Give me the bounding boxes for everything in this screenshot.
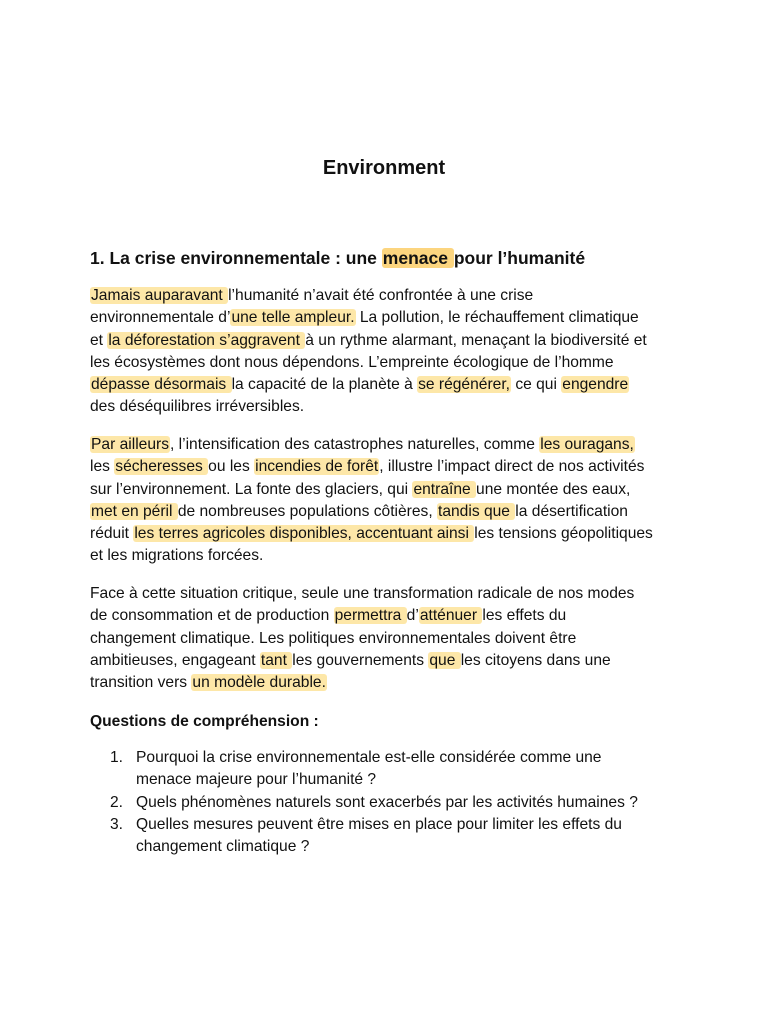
highlighted-text: permettra xyxy=(334,607,406,625)
highlighted-text: met en péril xyxy=(91,502,177,520)
question-number: 2. xyxy=(110,793,124,811)
paragraph-line xyxy=(90,479,690,501)
paragraph-line xyxy=(90,352,690,374)
question-text-line: menace majeure pour l’humanité ? xyxy=(136,771,377,789)
text-run: la capacité de la planète à xyxy=(231,376,418,394)
text-run: des déséquilibres irréversibles. xyxy=(90,398,305,416)
highlighted-text: la déforestation s’aggravent xyxy=(108,331,305,349)
text-run: changement climatique. Les politiques environnementales doivent être xyxy=(90,629,577,647)
question-item xyxy=(90,747,690,792)
section-heading-highlight: menace xyxy=(382,248,453,268)
text-run: transition vers xyxy=(90,674,192,692)
text-run: Face à cette situation critique, seule une transformation radicale de nos modes xyxy=(90,585,635,602)
paragraph-line xyxy=(90,396,690,418)
highlighted-text: atténuer xyxy=(419,607,482,625)
highlighted-text: tant xyxy=(260,651,292,669)
highlighted-text: incendies de forêt xyxy=(255,458,379,476)
paragraph-line xyxy=(90,501,690,523)
text-run: les écosystèmes dont nous dépendons. L’empreinte écologique de l’homme xyxy=(90,353,614,371)
paragraph-line xyxy=(90,456,690,478)
highlighted-text: une telle ampleur. xyxy=(231,309,355,327)
highlighted-text: engendre xyxy=(562,376,629,394)
questions-list xyxy=(90,747,690,858)
text-run: l’humanité n’avait été confrontée à une crise xyxy=(228,287,534,304)
paragraph-line xyxy=(90,583,690,605)
highlighted-text: entraîne xyxy=(413,480,476,498)
paragraph-line xyxy=(90,434,690,456)
text-run: ou les xyxy=(208,458,255,476)
question-text-line: Quelles mesures peuvent être mises en place pour limiter les effets du xyxy=(136,815,622,833)
highlighted-text: les terres agricoles disponibles, accentuant ainsi xyxy=(134,525,474,543)
paragraph-line xyxy=(90,672,690,694)
text-run: La pollution, le réchauffement climatique xyxy=(355,309,639,327)
text-run: les gouvernements xyxy=(292,651,429,669)
highlighted-text: tandis que xyxy=(438,502,515,520)
text-run: environnementale d’ xyxy=(90,309,231,327)
text-run: , l’intensification des catastrophes naturelles, comme xyxy=(170,436,540,453)
document-title: Environment xyxy=(322,157,446,179)
question-item xyxy=(90,814,690,859)
highlighted-text: un modèle durable. xyxy=(192,674,326,692)
text-run: la désertification xyxy=(515,502,628,520)
text-run: à un rythme alarmant, menaçant la biodiversité et xyxy=(305,331,647,349)
text-run: et xyxy=(90,331,108,349)
text-run: les citoyens dans une xyxy=(460,651,611,669)
highlighted-text: se régénérer, xyxy=(418,376,510,394)
question-text-line: Quels phénomènes naturels sont exacerbés par les activités humaines ? xyxy=(136,793,638,811)
question-text-line: Pourquoi la crise environnementale est-elle considérée comme une xyxy=(136,749,602,766)
paragraph-line xyxy=(90,628,690,650)
paragraph-line xyxy=(90,285,690,307)
text-run: une montée des eaux, xyxy=(476,480,631,498)
section-heading-prefix: 1. La crise environnementale : une xyxy=(90,248,382,268)
questions-title: Questions de compréhension : xyxy=(90,713,319,730)
highlighted-text: sécheresses xyxy=(115,458,208,476)
highlighted-text: dépasse désormais xyxy=(91,376,231,394)
highlighted-text: Jamais auparavant xyxy=(91,287,228,304)
question-text-line: changement climatique ? xyxy=(136,838,310,856)
text-run: les tensions géopolitiques xyxy=(474,525,653,543)
paragraph-line xyxy=(90,330,690,352)
paragraph-line xyxy=(90,605,690,627)
text-run: et les migrations forcées. xyxy=(90,547,264,565)
paragraph-line xyxy=(90,523,690,545)
text-run: d’ xyxy=(406,607,419,625)
text-run: de consommation et de production xyxy=(90,607,334,625)
text-run: de nombreuses populations côtières, xyxy=(177,502,437,520)
paragraph-3 xyxy=(90,583,690,694)
text-run: réduit xyxy=(90,525,134,543)
question-number: 1. xyxy=(110,749,124,766)
highlighted-text: Par ailleurs xyxy=(91,436,169,453)
highlighted-text: que xyxy=(429,651,460,669)
text-run: sur l’environnement. La fonte des glaciers, qui xyxy=(90,480,413,498)
paragraph-line xyxy=(90,307,690,329)
section-heading xyxy=(90,246,585,270)
paragraph-line xyxy=(90,374,690,396)
text-run: les effets du xyxy=(482,607,567,625)
text-run: ambitieuses, engageant xyxy=(90,651,260,669)
text-run: , illustre l’impact direct de nos activités xyxy=(379,458,645,476)
section-heading-suffix: pour l’humanité xyxy=(453,248,586,268)
paragraph-2 xyxy=(90,434,690,568)
paragraph-line xyxy=(90,650,690,672)
paragraph-1 xyxy=(90,285,690,419)
paragraph-line xyxy=(90,545,690,567)
question-number: 3. xyxy=(110,815,124,833)
highlighted-text: les ouragans, xyxy=(540,436,634,453)
text-run: ce qui xyxy=(510,376,562,394)
text-run: les xyxy=(90,458,115,476)
question-item xyxy=(90,792,690,814)
